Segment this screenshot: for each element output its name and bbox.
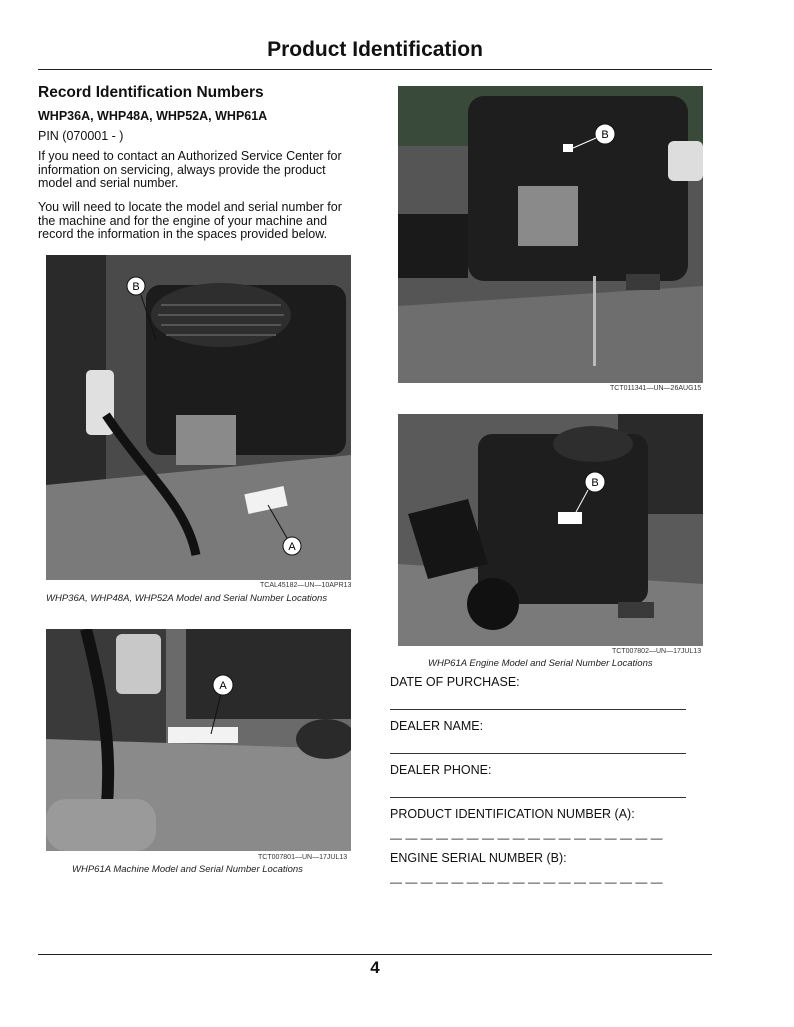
section-heading: Record Identification Numbers: [38, 84, 264, 101]
date-of-purchase-label: DATE OF PURCHASE:: [390, 675, 520, 689]
engine-photo-whp61a: [398, 414, 703, 646]
paragraph-line: You will need to locate the model and serial number for: [38, 200, 342, 214]
callout-a-label: A: [288, 541, 296, 553]
figure-code: TCAL45182—UN—10APR13: [260, 582, 352, 589]
engine-photo-rear: [398, 86, 703, 383]
locate-paragraph: [38, 201, 368, 242]
callout-b-label: B: [591, 477, 599, 489]
engine-serial-label: ENGINE SERIAL NUMBER (B):: [390, 851, 567, 865]
dealer-name-field[interactable]: [390, 753, 686, 754]
page-title: Product Identification: [267, 38, 483, 61]
paragraph-line: the machine and for the engine of your machine and: [38, 213, 328, 228]
model-list: WHP36A, WHP48A, WHP52A, WHP61A: [38, 109, 268, 123]
figure-caption: WHP61A Engine Model and Serial Number Locations: [428, 658, 653, 669]
figure-caption: WHP61A Machine Model and Serial Number Locations: [72, 864, 303, 875]
header-rule: [38, 69, 712, 70]
paragraph-line: information on servicing, always provide the product: [38, 162, 326, 177]
callout-b-label: B: [132, 281, 140, 293]
figure-caption: WHP36A, WHP48A, WHP52A Model and Serial Number Locations: [46, 593, 328, 604]
machine-photo-whp61a: [46, 629, 351, 851]
contact-paragraph: [38, 150, 368, 191]
dealer-phone-field[interactable]: [390, 797, 686, 798]
engine-serial-field[interactable]: — — — — — — — — — — — — — — — — — —: [390, 875, 663, 889]
figure-code: TCT007802—UN—17JUL13: [612, 648, 702, 655]
dealer-phone-label: DEALER PHONE:: [390, 763, 492, 777]
figure-code: TCT011341—UN—26AUG15: [610, 385, 702, 392]
product-id-label: PRODUCT IDENTIFICATION NUMBER (A):: [390, 807, 635, 821]
pin-range: PIN (070001 - ): [38, 129, 124, 143]
page-number: 4: [370, 958, 380, 977]
engine-photo-whp36a: [46, 255, 351, 580]
paragraph-line: model and serial number.: [38, 176, 179, 190]
figure-code: TCT007801—UN—17JUL13: [258, 854, 348, 861]
dealer-name-label: DEALER NAME:: [390, 719, 484, 733]
footer-rule: [38, 954, 712, 955]
callout-b-label: B: [601, 129, 609, 141]
product-id-field[interactable]: — — — — — — — — — — — — — — — — — —: [390, 831, 663, 845]
callout-a-label: A: [219, 680, 227, 692]
paragraph-line: record the information in the spaces provided below.: [38, 227, 328, 241]
date-of-purchase-field[interactable]: [390, 709, 686, 710]
paragraph-line: If you need to contact an Authorized Service Center for: [38, 149, 342, 163]
